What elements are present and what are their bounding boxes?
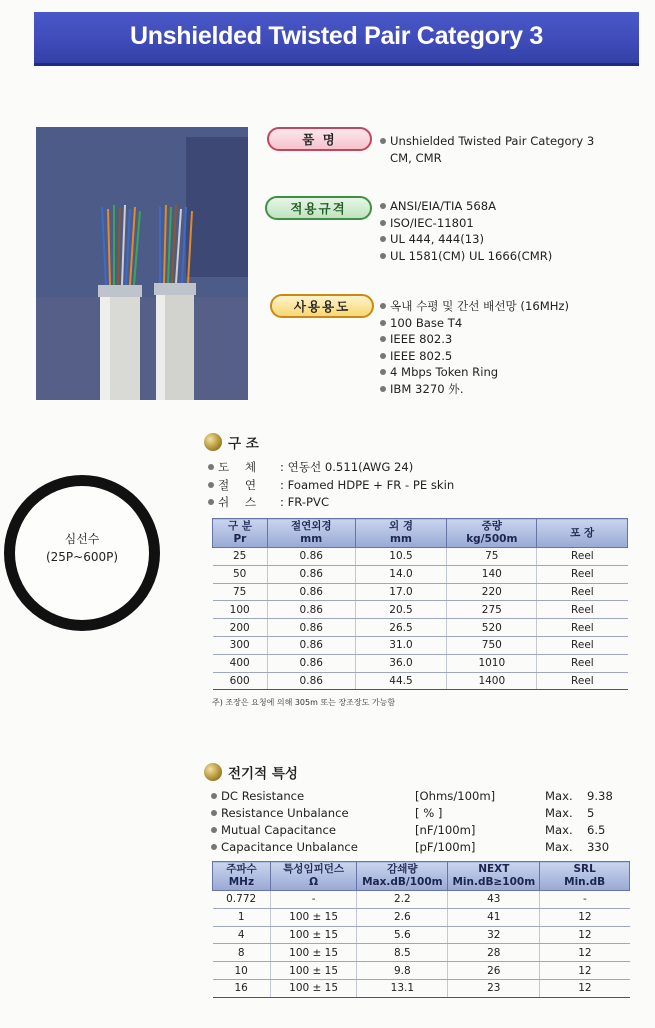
bullet-icon — [380, 203, 386, 209]
cable-photo — [36, 127, 248, 400]
table-header: 중량 kg/500m — [447, 519, 537, 548]
bullet-icon — [380, 336, 386, 342]
table-row — [213, 891, 630, 909]
structure-heading: 구 조 — [204, 432, 259, 452]
table-cell: Reel — [537, 636, 628, 654]
table-cell: 140 — [447, 565, 537, 583]
table-cell: 31.0 — [355, 636, 447, 654]
table-cell: 0.772 — [213, 891, 271, 909]
product-name-line: CM, CMR — [390, 150, 442, 165]
spec-item: 절 연 : Foamed HDPE + FR - PE skin — [208, 477, 454, 495]
table-cell: 41 — [448, 908, 540, 926]
list-item: IBM 3270 外. — [380, 381, 569, 398]
table-cell: 100 ± 15 — [270, 908, 357, 926]
usage-pill: 사용용도 — [270, 294, 374, 318]
table-header: 주파수 MHz — [213, 862, 271, 891]
table-cell: 10 — [213, 962, 271, 980]
table-cell: 12 — [540, 926, 630, 944]
table-cell: - — [270, 891, 357, 909]
bullet-icon — [211, 793, 217, 799]
bullet-icon — [211, 844, 217, 850]
standards-pill: 적용규격 — [265, 196, 372, 220]
table-cell: 32 — [448, 926, 540, 944]
table-cell: 1400 — [447, 672, 537, 690]
table-header: 특성임피던스 Ω — [270, 862, 357, 891]
table-cell: 0.86 — [267, 619, 355, 637]
table-cell: 4 — [213, 926, 271, 944]
table-cell: 23 — [448, 979, 540, 997]
table-row — [213, 619, 628, 637]
product-name-pill: 품 명 — [267, 127, 372, 151]
table-cell: 400 — [213, 654, 268, 672]
table-cell: 36.0 — [355, 654, 447, 672]
table-cell: 100 — [213, 601, 268, 619]
table-row — [213, 636, 628, 654]
table-cell: 44.5 — [355, 672, 447, 690]
table-cell: Reel — [537, 654, 628, 672]
table-cell: 100 ± 15 — [270, 944, 357, 962]
electrical-params-list — [211, 788, 613, 856]
table-cell: 26.5 — [355, 619, 447, 637]
table-cell: 2.6 — [357, 908, 448, 926]
table-header: SRL Min.dB — [540, 862, 630, 891]
table-row — [213, 601, 628, 619]
bullet-icon — [380, 386, 386, 392]
table-header: 외 경 mm — [355, 519, 447, 548]
table-cell: 5.6 — [357, 926, 448, 944]
table-cell: 200 — [213, 619, 268, 637]
bullet-icon — [380, 138, 386, 144]
list-item: ANSI/EIA/TIA 568A — [380, 198, 552, 215]
param-item: Resistance Unbalance [ % ] Max. 5 — [211, 805, 613, 822]
table-cell: 8.5 — [357, 944, 448, 962]
table-cell: 9.8 — [357, 962, 448, 980]
table-cell: Reel — [537, 601, 628, 619]
page-title: Unshielded Twisted Pair Category 3 — [129, 22, 544, 50]
table-cell: - — [540, 891, 630, 909]
spec-item: 도 체 : 연동선 0.511(AWG 24) — [208, 459, 454, 477]
table-cell: 25 — [213, 548, 268, 566]
table-cell: 12 — [540, 979, 630, 997]
table-cell: 20.5 — [355, 601, 447, 619]
bullet-icon — [211, 827, 217, 833]
list-item: UL 444, 444(13) — [380, 231, 552, 248]
ring-range: (25P~600P) — [45, 550, 119, 564]
table-cell: 750 — [447, 636, 537, 654]
table-note: 주) 조장은 요청에 의해 305m 또는 장조장도 가능함 — [212, 698, 396, 707]
list-item: ISO/IEC-11801 — [380, 215, 552, 232]
bullet-icon — [208, 482, 214, 488]
spec-item: 쉬 스 : FR-PVC — [208, 494, 454, 512]
bullet-icon — [211, 810, 217, 816]
table-cell: 275 — [447, 601, 537, 619]
table-cell: 14.0 — [355, 565, 447, 583]
list-item: 4 Mbps Token Ring — [380, 364, 569, 381]
table-cell: 0.86 — [267, 583, 355, 601]
table-header: NEXT Min.dB≥100m — [448, 862, 540, 891]
table-cell: 100 ± 15 — [270, 926, 357, 944]
table-row — [213, 908, 630, 926]
table-cell: 75 — [213, 583, 268, 601]
table-cell: 26 — [448, 962, 540, 980]
table-cell: 75 — [447, 548, 537, 566]
table-cell: Reel — [537, 565, 628, 583]
table-row — [213, 926, 630, 944]
structure-table — [212, 518, 628, 690]
table-row — [213, 565, 628, 583]
bullet-icon — [380, 220, 386, 226]
table-header: 구 분 Pr — [213, 519, 268, 548]
table-cell: 43 — [448, 891, 540, 909]
structure-spec-list — [208, 459, 454, 512]
product-name-list — [380, 133, 594, 166]
table-cell: 0.86 — [267, 636, 355, 654]
table-row — [213, 654, 628, 672]
table-row — [213, 979, 630, 997]
table-cell: 13.1 — [357, 979, 448, 997]
table-cell: 100 ± 15 — [270, 962, 357, 980]
bullet-icon — [208, 499, 214, 505]
table-row — [213, 944, 630, 962]
table-cell: 0.86 — [267, 672, 355, 690]
table-cell: 2.2 — [357, 891, 448, 909]
param-item: DC Resistance [Ohms/100m] Max. 9.38 — [211, 788, 613, 805]
bullet-icon — [380, 253, 386, 259]
table-cell: 300 — [213, 636, 268, 654]
table-cell: 12 — [540, 908, 630, 926]
table-cell: 10.5 — [355, 548, 447, 566]
table-header: 절연외경 mm — [267, 519, 355, 548]
pair-count-ring — [4, 475, 160, 631]
list-item: IEEE 802.5 — [380, 348, 569, 365]
table-cell: 12 — [540, 944, 630, 962]
list-item: IEEE 802.3 — [380, 331, 569, 348]
param-item: Mutual Capacitance [nF/100m] Max. 6.5 — [211, 822, 613, 839]
table-cell: 1 — [213, 908, 271, 926]
table-row — [213, 962, 630, 980]
table-cell: 0.86 — [267, 548, 355, 566]
table-row — [213, 548, 628, 566]
section-ball-icon — [204, 763, 222, 781]
table-row — [213, 672, 628, 690]
table-cell: 12 — [540, 962, 630, 980]
bullet-icon — [380, 236, 386, 242]
table-cell: 0.86 — [267, 654, 355, 672]
table-cell: 1010 — [447, 654, 537, 672]
table-cell: Reel — [537, 619, 628, 637]
bullet-icon — [380, 369, 386, 375]
standards-list — [380, 198, 552, 264]
bullet-icon — [380, 303, 386, 309]
ring-label: 심선수 — [64, 532, 100, 546]
table-cell: 8 — [213, 944, 271, 962]
table-cell: Reel — [537, 672, 628, 690]
bullet-icon — [380, 320, 386, 326]
table-cell: 600 — [213, 672, 268, 690]
section-ball-icon — [204, 433, 222, 451]
electrical-table — [212, 861, 630, 998]
table-cell: 0.86 — [267, 565, 355, 583]
table-cell: 520 — [447, 619, 537, 637]
table-row — [213, 583, 628, 601]
table-cell: 0.86 — [267, 601, 355, 619]
table-header: 포 장 — [537, 519, 628, 548]
table-cell: 100 ± 15 — [270, 979, 357, 997]
table-cell: 50 — [213, 565, 268, 583]
table-cell: Reel — [537, 583, 628, 601]
table-cell: Reel — [537, 548, 628, 566]
title-banner — [34, 12, 639, 66]
bullet-icon — [208, 464, 214, 470]
list-item: UL 1581(CM) UL 1666(CMR) — [380, 248, 552, 265]
usage-list — [380, 298, 569, 397]
table-cell: 28 — [448, 944, 540, 962]
table-cell: 16 — [213, 979, 271, 997]
table-header: 감쇄량 Max.dB/100m — [357, 862, 448, 891]
electrical-heading: 전기적 특성 — [204, 762, 298, 782]
list-item: 100 Base T4 — [380, 315, 569, 332]
bullet-icon — [380, 353, 386, 359]
param-item: Capacitance Unbalance [pF/100m] Max. 330 — [211, 839, 613, 856]
table-cell: 220 — [447, 583, 537, 601]
product-name-line: Unshielded Twisted Pair Category 3 — [380, 133, 594, 150]
table-cell: 17.0 — [355, 583, 447, 601]
list-item: 옥내 수평 및 간선 배선망 (16MHz) — [380, 298, 569, 315]
